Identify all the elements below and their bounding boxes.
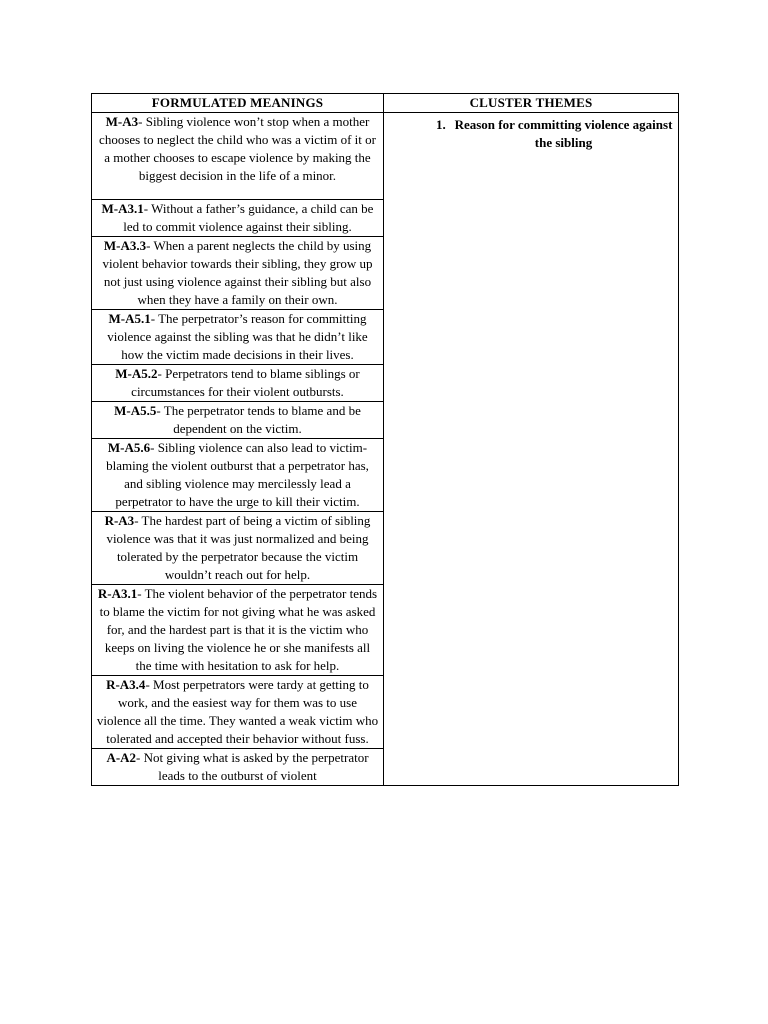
meaning-text: - The perpetrator tends to blame and be dependent on the victim. [156,403,361,436]
meaning-text: - When a parent neglects the child by using violent behavior towards their sibling, they grow up not just using violence against their sibling but also when they have a family on their own. [102,238,373,307]
cluster-theme-list [388,116,674,152]
table-row [92,113,679,200]
meaning-cell [92,310,384,365]
meaning-cell [92,512,384,585]
meaning-code: M-A3.3 [103,238,147,253]
meaning-cell [92,113,384,200]
meaning-cell [92,237,384,310]
meaning-text: - The perpetrator’s reason for committing violence against the sibling was that he didn’t like how the victim made decisions in their lives. [107,311,368,362]
meaning-code: M-A5.2 [115,366,158,381]
meaning-cell [92,200,384,237]
meaning-text: - Without a father’s guidance, a child can be led to commit violence against their sibling. [123,201,374,234]
meaning-text: - Sibling violence can also lead to victim-blaming the violent outburst that a perpetrator has, and sibling violence may mercilessly lead a perpetrator to have the urge to kill their victim. [106,440,369,509]
meaning-code: R-A3.4 [106,677,146,692]
meaning-text: - Perpetrators tend to blame siblings or circumstances for their violent outbursts. [131,366,360,399]
meaning-cell [92,402,384,439]
cluster-theme-cell [384,113,679,786]
meaning-text: - Most perpetrators were tardy at getting to work, and the easiest way for them was to use violence all the time. They wanted a weak victim who tolerated and accepted their behavior without fuss. [96,677,379,746]
table-header-row [92,94,679,113]
meaning-cell [92,585,384,676]
meaning-code: R-A3 [104,513,135,528]
meaning-cell [92,749,384,786]
meaning-cell [92,676,384,749]
meaning-text: - The hardest part of being a victim of sibling violence was that it was just normalized and being tolerated by the perpetrator because the victim wouldn’t reach out for help. [106,513,371,582]
meaning-text: - Not giving what is asked by the perpetrator leads to the outburst of violent [136,750,369,783]
header-formulated-meanings: FORMULATED MEANINGS [92,94,384,113]
meaning-code: M-A5.1 [108,311,151,326]
meaning-code: A-A2 [106,750,137,765]
themes-table [91,93,679,786]
meaning-code: M-A3.1 [101,201,144,216]
meaning-code: M-A5.6 [107,440,151,455]
cluster-theme-item: 1. Reason for committing violence against the sibling [449,116,674,152]
header-cluster-themes: CLUSTER THEMES [384,94,679,113]
meaning-cell [92,439,384,512]
meaning-text: - The violent behavior of the perpetrator tends to blame the victim for not giving what he was asked for, and the hardest part is that it is the victim who keeps on living the violence he or she manifests all the time with hesitation to ask for help. [99,586,378,673]
meaning-code: M-A5.5 [114,403,157,418]
meaning-text: - Sibling violence won’t stop when a mother chooses to neglect the child who was a victim of it or a mother chooses to escape violence by making the biggest decision in the life of a minor. [99,114,376,183]
meaning-cell [92,365,384,402]
meaning-code: R-A3.1 [97,586,138,601]
meaning-code: M-A3 [105,114,139,129]
